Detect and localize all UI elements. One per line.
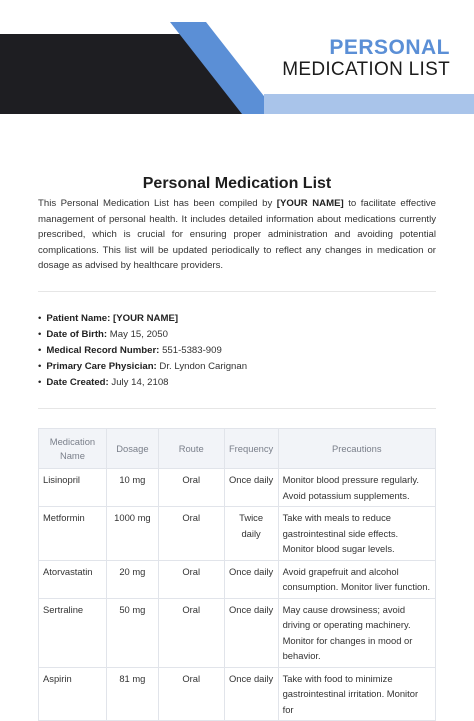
divider-top: [38, 291, 436, 292]
intro-name: [YOUR NAME]: [276, 198, 344, 209]
cell-route: Oral: [158, 507, 224, 561]
table-row: [39, 598, 436, 667]
info-value: July 14, 2108: [111, 377, 169, 388]
info-value: 551-5383-909: [162, 345, 222, 356]
cell-route: Oral: [158, 560, 224, 598]
banner-light-band: [264, 94, 474, 114]
divider-bottom: [38, 408, 436, 409]
header-banner: [0, 0, 474, 118]
intro-text-start: This Personal Medication List has been compiled by: [38, 198, 277, 209]
header-title: PERSONAL: [329, 36, 450, 59]
cell-dosage: 81 mg: [106, 667, 158, 721]
info-date-created: [38, 375, 247, 391]
intro-paragraph: [38, 196, 436, 274]
cell-frequency: Once daily: [224, 469, 278, 507]
col-header-route: Route: [158, 429, 224, 469]
info-label: Date of Birth:: [46, 329, 108, 340]
table-row: [39, 667, 436, 721]
col-header-frequency: Frequency: [224, 429, 278, 469]
cell-precautions: Monitor blood pressure regularly. Avoid potassium supplements.: [278, 469, 435, 507]
cell-frequency: Once daily: [224, 667, 278, 721]
table-header-row: [39, 429, 436, 469]
header-subtitle: MEDICATION LIST: [282, 59, 450, 80]
cell-medication: Atorvastatin: [39, 560, 107, 598]
cell-dosage: 20 mg: [106, 560, 158, 598]
col-header-dosage: Dosage: [106, 429, 158, 469]
cell-medication: Sertraline: [39, 598, 107, 667]
medication-table: [38, 428, 436, 721]
cell-dosage: 50 mg: [106, 598, 158, 667]
info-label: Date Created:: [46, 377, 109, 388]
cell-medication: Aspirin: [39, 667, 107, 721]
info-value: Dr. Lyndon Carignan: [159, 361, 248, 372]
cell-medication: Metformin: [39, 507, 107, 561]
cell-precautions: Take with food to minimize gastrointestinal irritation. Monitor for: [278, 667, 435, 721]
cell-precautions: Avoid grapefruit and alcohol consumption. Monitor liver function.: [278, 560, 435, 598]
info-patient-name: [38, 311, 247, 327]
info-value: May 15, 2050: [109, 329, 168, 340]
cell-frequency: Twice daily: [224, 507, 278, 561]
cell-precautions: May cause drowsiness; avoid driving or operating machinery. Monitor for changes in mood or behavior.: [278, 598, 435, 667]
col-header-medication-name: Medication Name: [39, 429, 107, 469]
info-label: Medical Record Number:: [46, 345, 160, 356]
table-row: [39, 507, 436, 561]
cell-precautions: Take with meals to reduce gastrointestinal side effects. Monitor blood sugar levels.: [278, 507, 435, 561]
info-date-of-birth: [38, 327, 247, 343]
info-primary-care-physician: [38, 359, 247, 375]
cell-medication: Lisinopril: [39, 469, 107, 507]
cell-route: Oral: [158, 667, 224, 721]
cell-frequency: Once daily: [224, 598, 278, 667]
document-title: Personal Medication List: [142, 175, 332, 192]
info-label: Patient Name:: [46, 313, 111, 324]
cell-dosage: 10 mg: [106, 469, 158, 507]
col-header-precautions: Precautions: [278, 429, 435, 469]
info-medical-record-number: [38, 343, 247, 359]
cell-frequency: Once daily: [224, 560, 278, 598]
table-row: [39, 560, 436, 598]
cell-route: Oral: [158, 598, 224, 667]
info-label: Primary Care Physician:: [46, 361, 157, 372]
intro-text-end: to facilitate effective management of personal health. It includes detailed information about medications currently prescribed, which is crucial for ensuring proper administration and avoiding potential complications. This list will be updated periodically to reflect any changes in medication or dosage as advised by healthcare providers.: [38, 198, 436, 272]
cell-route: Oral: [158, 469, 224, 507]
info-value: [YOUR NAME]: [113, 313, 179, 324]
table-row: [39, 469, 436, 507]
patient-info-list: [38, 311, 247, 391]
cell-dosage: 1000 mg: [106, 507, 158, 561]
